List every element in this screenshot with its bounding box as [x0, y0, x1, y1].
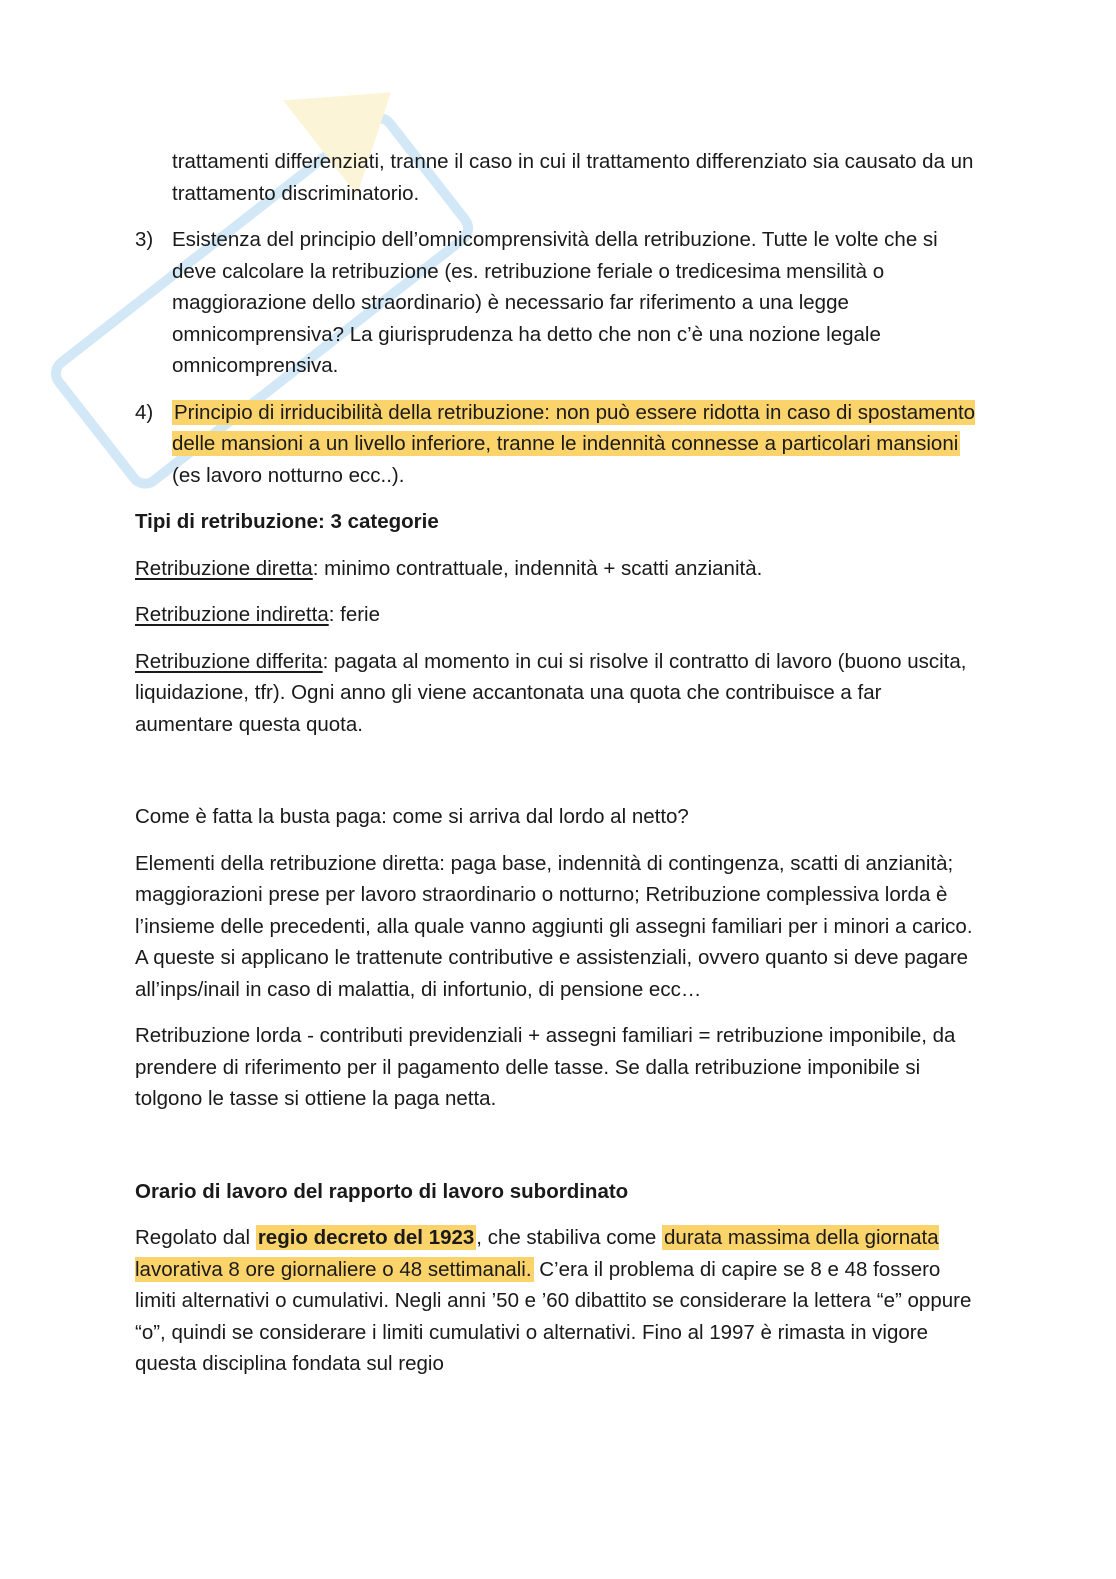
- list-number: 4): [135, 400, 154, 424]
- section-heading: Tipi di retribuzione: 3 categorie: [135, 510, 439, 533]
- formula-paragraph: Retribuzione lorda - contributi previdenziali + assegni familiari = retribuzione imponibile, da prendere di riferimento per il pagamento delle tasse. Se dalla retribuzione imponibile si tolgono le tasse si ottiene la paga netta.: [135, 1024, 956, 1110]
- list-item-3: [135, 224, 985, 382]
- section-heading: Orario di lavoro del rapporto di lavoro subordinato: [135, 1179, 629, 1203]
- retribuzione-differita: Retribuzione differita: pagata al momento in cui si risolve il contratto di lavoro (buono uscita, liquidazione, tfr). Ogni anno gli viene accantonata una quota che contribuisce a far aumentare questa quota.: [135, 649, 967, 736]
- highlighted-text: Principio di irriducibilità della retribuzione: non può essere ridotta in caso di spostamento delle mansioni a un livello inferiore, tranne le indennità connesse a particolari mansioni: [172, 400, 976, 455]
- document-page: [135, 146, 985, 1395]
- list-number: 3): [135, 228, 154, 251]
- list-text: Principio di irriducibilità della retribuzione: non può essere ridotta in caso di spostamento delle mansioni a un livello inferiore, tranne le indennità connesse a particolari mansioni (es lavoro notturno ecc..).: [172, 400, 976, 487]
- list-text: Esistenza del principio dell’omnicomprensività della retribuzione. Tutte le volte che si deve calcolare la retribuzione (es. retribuzione feriale o tredicesima mensilità o maggiorazione dello straordinario) è necessario far riferimento a una legge omnicomprensiva? La giurisprudenza ha detto che non c’è una nozione legale omnicomprensiva.: [172, 228, 938, 377]
- continued-paragraph: trattamenti differenziati, tranne il caso in cui il trattamento differenziato sia causato da un trattamento discriminatorio.: [172, 150, 974, 205]
- retribuzione-diretta: Retribuzione diretta: minimo contrattuale, indennità + scatti anzianità.: [135, 556, 763, 580]
- highlighted-text: regio decreto del 1923: [257, 1226, 475, 1249]
- list-item-4: [135, 397, 985, 492]
- orario-paragraph: Regolato dal regio decreto del 1923, che stabiliva come durata massima della giornata lavorativa 8 ore giornaliere o 48 settimanali. C’era il problema di capire se 8 e 48 fossero limiti alternativi o cumulativi. Negli anni ’50 e ’60 dibattito se considerare la lettera “e” oppure “o”, quindi se considerare i limiti cumulativi o alternativi. Fino al 1997 è rimasta in vigore questa disciplina fondata sul regio: [135, 1226, 972, 1375]
- highlighted-text: durata massima della giornata lavorativa 8 ore giornaliere o 48 settimanali.: [135, 1226, 939, 1281]
- elementi-paragraph: Elementi della retribuzione diretta: paga base, indennità di contingenza, scatti di anzianità; maggiorazioni prese per lavoro straordinario o notturno; Retribuzione complessiva lorda è l’insieme delle precedenti, alla quale vanno aggiunti gli assegni familiari per i minori a carico. A queste si applicano le trattenute contributive e assistenziali, ovvero quanto si deve pagare all’inps/inail in caso di malattia, di infortunio, di pensione ecc…: [135, 851, 973, 1001]
- busta-paga-question: Come è fatta la busta paga: come si arriva dal lordo al netto?: [135, 805, 689, 828]
- retribuzione-indiretta: Retribuzione indiretta: ferie: [135, 603, 381, 626]
